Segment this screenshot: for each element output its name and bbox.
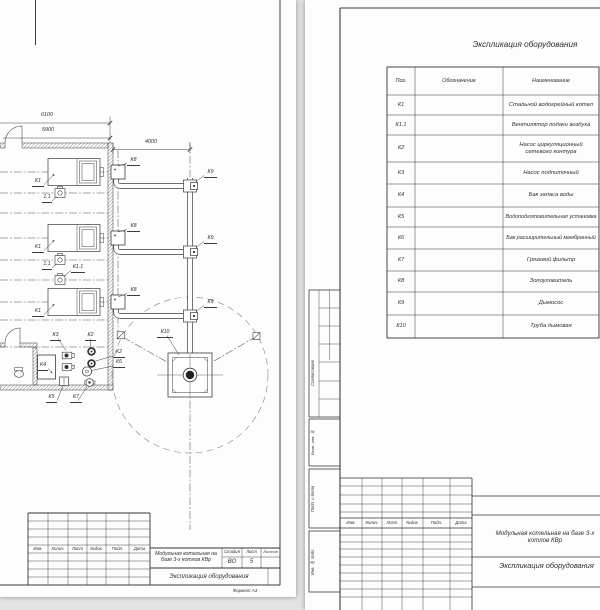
spec-row-name: Стальной водогрейный котел — [508, 101, 594, 108]
sheet-specification — [305, 0, 600, 610]
callout-feed-pump: К3 — [50, 332, 61, 341]
tb-col-izm: Изм. — [33, 545, 43, 551]
callout-chimney: К10 — [157, 329, 173, 338]
tb-sheet-label: Лист — [246, 549, 257, 555]
spec-row-name: Вентилятор подачи воздуха — [511, 121, 591, 128]
tb-sheet-value: 5 — [249, 559, 254, 566]
tb-col-ndok: №док. — [90, 545, 103, 551]
callout-circ-pump-right: К2 — [113, 349, 125, 358]
spec-row-pos: К9 — [397, 300, 405, 307]
spec-row-pos: К7 — [397, 256, 405, 263]
callout-ashcatcher-3: К8 — [127, 287, 140, 296]
dim-width-6100: 6100 — [41, 111, 53, 118]
tb-stage-value: ВО — [227, 559, 237, 566]
spec-header-name: Наименование — [532, 77, 570, 84]
callout-fan-1: 1.1 — [42, 194, 52, 203]
spec-row-pos: К2 — [397, 145, 405, 152]
tb-col-kolich: Колич. — [365, 519, 379, 525]
callout-exhauster-2: К9 — [204, 235, 217, 244]
callout-boiler-1: К1 — [32, 178, 44, 187]
spec-header-pos: Поз. — [395, 77, 407, 84]
dim-width-4000: 4000 — [145, 138, 157, 145]
tb-stage-label: Стадия — [224, 549, 240, 555]
callout-exhauster-3: К9 — [204, 299, 217, 308]
tb-sheets-label: Листов — [263, 549, 278, 555]
spec-row-name: Грязевой фильтр — [526, 256, 576, 263]
spec-row-pos: К3 — [397, 169, 405, 176]
tb-col-izm: Изм. — [346, 519, 356, 525]
callout-circ-pump-top: К2 — [85, 332, 96, 341]
tb-doc-title: Экспликация оборудования — [169, 572, 249, 580]
stamp-inv-podl: Инв. № подл. — [310, 548, 315, 575]
callout-mud-filter: К7 — [70, 394, 82, 403]
callout-boiler-2: К1 — [32, 244, 44, 253]
callout-ashcatcher-2: К8 — [127, 223, 140, 232]
tb-col-data: Дата — [455, 519, 467, 525]
spec-row-name: Насос подпиточный — [523, 169, 579, 176]
tb-col-podp: Подп. — [111, 545, 124, 551]
spec-row-name: Труба дымовая — [530, 323, 572, 330]
spec-table-title: Экспликация оборудования — [472, 39, 578, 49]
callout-fan-3: К1.1 — [71, 264, 85, 273]
tb-col-list: Лист — [386, 519, 398, 525]
callout-exhauster-1: К9 — [204, 169, 217, 178]
callout-ashcatcher-1: К8 — [127, 157, 140, 166]
tb-col-kolich: Колич. — [51, 545, 65, 551]
spec-row-name: Дымосос — [538, 300, 564, 307]
spec-row-pos: К1.1 — [395, 121, 407, 128]
stamp-podp-data: Подп. и дата — [310, 485, 315, 512]
stamp-vzam-inv: Взам. инв. № — [310, 429, 315, 456]
tb-doc-title: Экспликация оборудования — [499, 560, 594, 570]
callout-water-tank: К4 — [38, 362, 48, 371]
stamp-soglasovano: Согласовано — [310, 359, 315, 386]
callout-fan-2: 1.1 — [42, 261, 52, 270]
spec-row-name: Золоуловитель — [529, 278, 573, 285]
spec-row-name: Водоподготовительная установка — [505, 213, 597, 220]
spec-row-pos: К10 — [396, 323, 406, 330]
tb-col-podp: Подп. — [430, 519, 443, 525]
tb-col-ndok: №док. — [406, 519, 419, 525]
tb-project-name: Модульная котельная на базе 3-х котлов КВр — [495, 529, 595, 544]
callout-boiler-3: К1 — [32, 308, 44, 317]
plan-linework — [0, 0, 296, 597]
tb-project-name: Модульная котельная на базе 3-х котлов КВр — [155, 551, 217, 563]
spec-row-name: Насос циркуляционный сетевого контура — [519, 141, 583, 155]
sheet-plan — [0, 0, 296, 597]
spec-row-pos: К4 — [397, 192, 405, 199]
callout-expansion-tank: К6 — [113, 359, 125, 368]
spec-row-pos: К6 — [397, 234, 405, 241]
spec-row-pos: К5 — [397, 213, 405, 220]
callout-water-treatment: К5 — [46, 394, 57, 403]
tb-col-list: Лист — [71, 545, 84, 551]
spec-header-designation: Обозначение — [442, 77, 476, 84]
spec-row-pos: К8 — [397, 278, 405, 285]
dim-width-5900: 5900 — [42, 127, 54, 134]
tb-format-label: Формат А3 — [232, 588, 258, 594]
spec-row-pos: К1 — [397, 101, 405, 108]
spec-row-name: Бак расширительный мембранный — [506, 234, 596, 241]
tb-col-data: Дата — [133, 545, 146, 551]
spec-row-name: Бак запаса воды — [528, 192, 574, 199]
